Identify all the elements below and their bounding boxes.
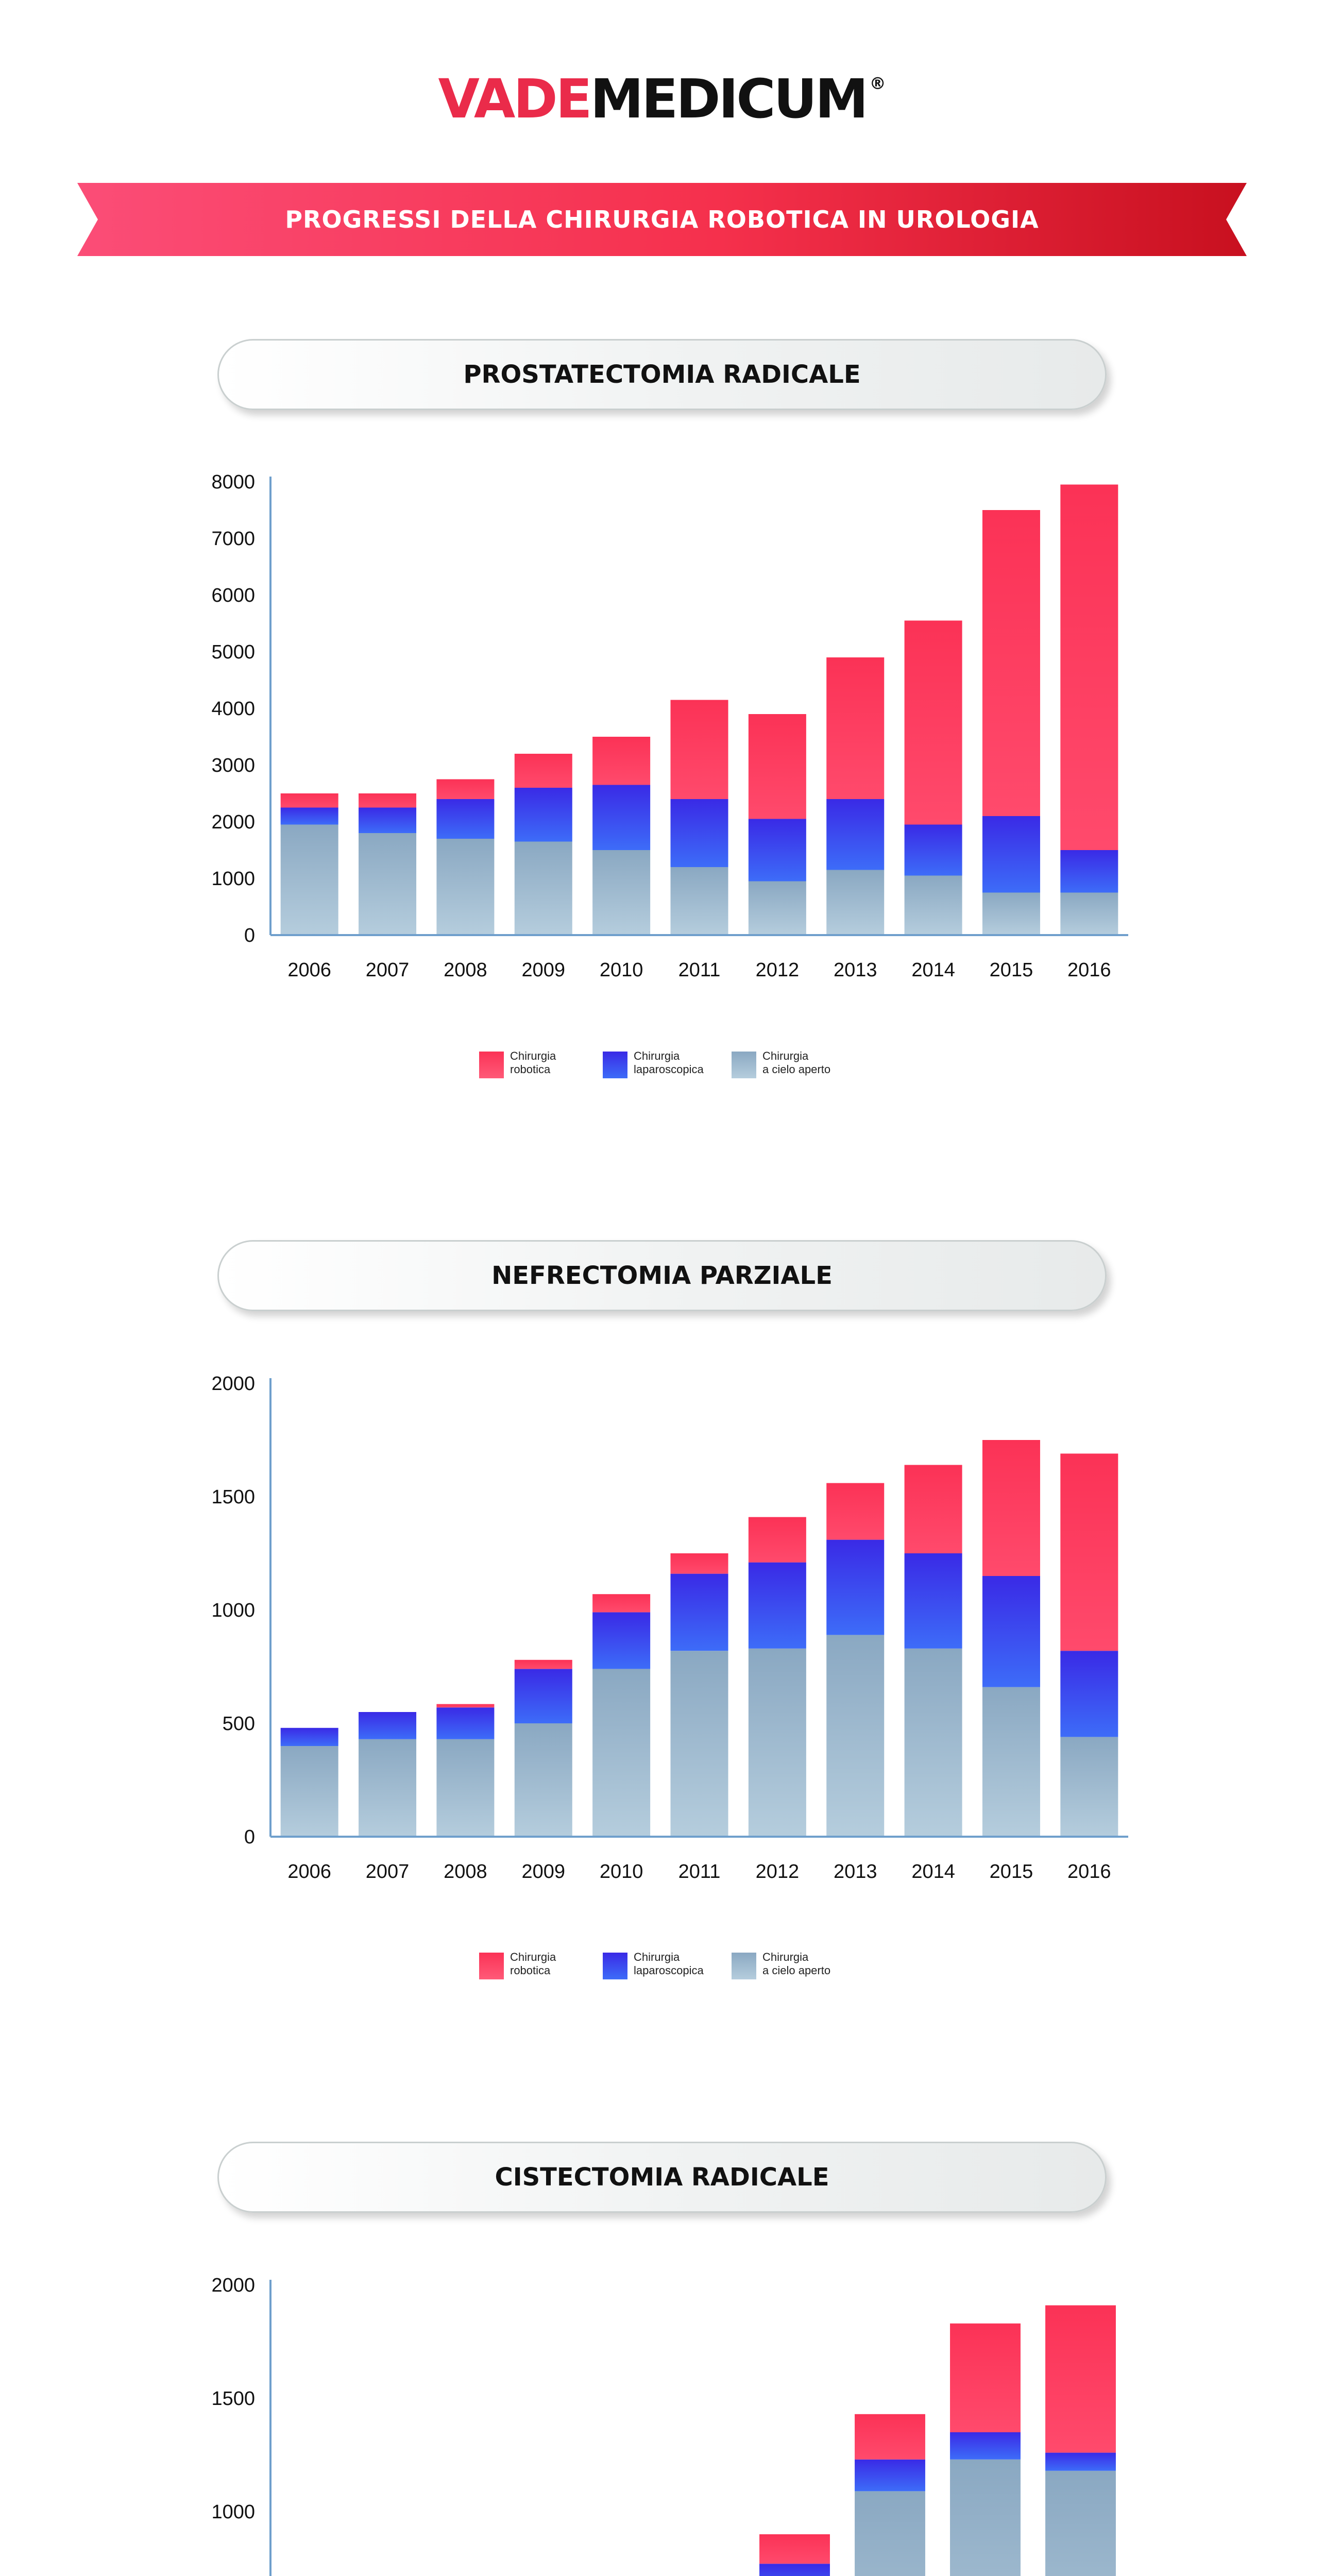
bar-segment-open-2016 (1060, 893, 1118, 936)
bar-segment-laparoscopic-2014 (855, 2460, 925, 2492)
cistectomia-chart (0, 2257, 1324, 2576)
bar-segment-laparoscopic-2014 (905, 1553, 962, 1649)
y-tick-label: 5000 (211, 641, 255, 663)
bar-segment-laparoscopic-2012 (749, 1563, 806, 1649)
bar-segment-open-2010 (592, 1669, 650, 1837)
y-tick-label: 6000 (211, 585, 255, 606)
logo-vade: VADE (438, 67, 590, 130)
bar-segment-robotic-2011 (670, 1553, 728, 1574)
x-tick-label: 2015 (989, 1861, 1033, 1883)
y-tick-label: 0 (244, 925, 255, 946)
x-tick-label: 2013 (833, 959, 877, 981)
nefrectomia-chart (0, 1355, 1324, 1901)
bar-segment-open-2008 (436, 1739, 494, 1837)
chart-title-nefrectomia: NEFRECTOMIA PARZIALE (217, 1240, 1107, 1311)
x-tick-label: 2008 (444, 959, 487, 981)
x-tick-label: 2006 (287, 959, 331, 981)
legend-swatch-robotic (479, 1052, 504, 1078)
bar-segment-laparoscopic-2008 (436, 1707, 494, 1739)
bar-segment-open-2012 (749, 882, 806, 936)
chart-title-prostatectomia: PROSTATECTOMIA RADICALE (217, 339, 1107, 410)
bar-segment-laparoscopic-2015 (982, 816, 1040, 893)
y-tick-label: 2000 (211, 811, 255, 833)
bar-segment-open-2014 (905, 1649, 962, 1837)
bar-segment-laparoscopic-2011 (670, 1574, 728, 1651)
legend-label-open: Chirurgia a cielo aperto (762, 1049, 831, 1076)
y-tick-label: 1500 (211, 2388, 255, 2410)
legend-label-laparoscopic: Chirurgia laparoscopica (634, 1951, 704, 1977)
bar-segment-laparoscopic-2013 (826, 799, 884, 870)
bar-segment-laparoscopic-2007 (359, 808, 416, 834)
bar-segment-robotic-2006 (281, 793, 338, 808)
bar-segment-open-2011 (670, 1651, 728, 1837)
bar-segment-open-2016 (1045, 2471, 1116, 2576)
x-tick-label: 2014 (911, 959, 955, 981)
y-tick-label: 1000 (211, 1600, 255, 1621)
bar-segment-robotic-2010 (592, 737, 650, 785)
y-tick-label: 8000 (211, 471, 255, 493)
bar-segment-robotic-2014 (905, 1465, 962, 1553)
bar-segment-laparoscopic-2011 (670, 799, 728, 867)
x-tick-label: 2009 (521, 1861, 566, 1883)
bar-segment-robotic-2015 (982, 1440, 1040, 1576)
x-tick-label: 2011 (678, 1861, 721, 1883)
x-tick-label: 2007 (365, 1861, 410, 1883)
y-tick-label: 4000 (211, 698, 255, 720)
x-tick-label: 2016 (1067, 959, 1111, 981)
bar-segment-open-2014 (905, 876, 962, 936)
bar-segment-robotic-2011 (670, 700, 728, 800)
legend-swatch-laparoscopic (603, 1052, 627, 1078)
y-tick-label: 7000 (211, 528, 255, 550)
x-tick-label: 2015 (989, 959, 1033, 981)
bar-segment-open-2010 (592, 850, 650, 935)
bar-segment-robotic-2009 (515, 754, 572, 788)
bar-segment-open-2006 (281, 1746, 338, 1837)
logo-medicum: MEDICUM (590, 67, 867, 130)
bar-segment-laparoscopic-2016 (1060, 1651, 1118, 1737)
bar-segment-open-2008 (436, 839, 494, 935)
y-tick-label: 2000 (211, 2275, 255, 2296)
bar-segment-laparoscopic-2016 (1060, 850, 1118, 893)
legend-label-robotic: Chirurgia robotica (510, 1951, 556, 1977)
prostatectomia-chart (0, 453, 1324, 999)
legend-label-laparoscopic: Chirurgia laparoscopica (634, 1049, 704, 1076)
registered-mark: ® (869, 74, 886, 93)
title-banner (77, 183, 1247, 256)
bar-segment-laparoscopic-2008 (436, 799, 494, 839)
x-tick-label: 2006 (287, 1861, 331, 1883)
bar-segment-robotic-2010 (592, 1594, 650, 1612)
bar-segment-open-2009 (515, 842, 572, 936)
bar-segment-open-2015 (950, 2460, 1021, 2576)
bar-segment-open-2013 (826, 870, 884, 936)
bar-segment-open-2007 (359, 1739, 416, 1837)
bar-segment-open-2015 (982, 893, 1040, 936)
legend-label-open: Chirurgia a cielo aperto (762, 1951, 831, 1977)
bar-segment-robotic-2008 (436, 1704, 494, 1708)
bar-segment-robotic-2009 (515, 1660, 572, 1669)
bar-segment-robotic-2012 (749, 714, 806, 819)
y-tick-label: 1500 (211, 1486, 255, 1508)
bar-segment-open-2016 (1060, 1737, 1118, 1837)
bar-segment-laparoscopic-2015 (982, 1576, 1040, 1687)
x-tick-label: 2016 (1067, 1861, 1111, 1883)
x-tick-label: 2010 (599, 959, 643, 981)
bar-segment-laparoscopic-2010 (592, 1612, 650, 1669)
x-tick-label: 2008 (444, 1861, 487, 1883)
bar-segment-open-2006 (281, 825, 338, 936)
x-tick-label: 2013 (833, 1861, 877, 1883)
x-tick-label: 2012 (755, 1861, 800, 1883)
legend-swatch-robotic (479, 1953, 504, 1979)
bar-segment-robotic-2015 (982, 510, 1040, 816)
y-tick-label: 1000 (211, 868, 255, 890)
bar-segment-laparoscopic-2007 (359, 1712, 416, 1739)
bar-segment-laparoscopic-2015 (950, 2432, 1021, 2460)
chart-title-cistectomia: CISTECTOMIA RADICALE (217, 2142, 1107, 2213)
bar-segment-laparoscopic-2009 (515, 1669, 572, 1723)
x-tick-label: 2009 (521, 959, 566, 981)
bar-segment-open-2011 (670, 867, 728, 935)
bar-segment-robotic-2007 (359, 793, 416, 808)
y-tick-label: 3000 (211, 755, 255, 776)
bar-segment-robotic-2015 (950, 2324, 1021, 2432)
bar-segment-open-2012 (749, 1649, 806, 1837)
bar-segment-laparoscopic-2012 (749, 819, 806, 882)
bar-segment-robotic-2016 (1060, 485, 1118, 851)
banner-title: PROGRESSI DELLA CHIRURGIA ROBOTICA IN UROLOGIA (285, 206, 1039, 233)
bar-segment-robotic-2012 (749, 1517, 806, 1563)
bar-segment-laparoscopic-2013 (826, 1540, 884, 1635)
bar-segment-open-2014 (855, 2491, 925, 2576)
bar-segment-laparoscopic-2006 (281, 808, 338, 825)
bar-segment-open-2007 (359, 833, 416, 935)
legend-swatch-laparoscopic (603, 1953, 627, 1979)
x-tick-label: 2014 (911, 1861, 955, 1883)
bar-segment-robotic-2014 (905, 621, 962, 825)
y-tick-label: 0 (244, 1826, 255, 1848)
bar-segment-robotic-2013 (759, 2534, 830, 2564)
bar-segment-robotic-2016 (1045, 2306, 1116, 2453)
bar-segment-robotic-2008 (436, 779, 494, 800)
y-tick-label: 2000 (211, 1373, 255, 1395)
bar-segment-open-2013 (826, 1635, 884, 1837)
legend-label-robotic: Chirurgia robotica (510, 1049, 556, 1076)
legend-swatch-open (732, 1953, 756, 1979)
y-tick-label: 500 (222, 1713, 255, 1735)
vademedicum-logo (0, 67, 1324, 130)
x-tick-label: 2011 (678, 959, 721, 981)
bar-segment-laparoscopic-2013 (759, 2564, 830, 2576)
bar-segment-open-2015 (982, 1687, 1040, 1837)
bar-segment-laparoscopic-2016 (1045, 2453, 1116, 2471)
legend-swatch-open (732, 1052, 756, 1078)
bar-segment-laparoscopic-2006 (281, 1728, 338, 1746)
bar-segment-robotic-2014 (855, 2414, 925, 2460)
bar-segment-robotic-2013 (826, 1483, 884, 1540)
x-tick-label: 2007 (365, 959, 410, 981)
x-tick-label: 2010 (599, 1861, 643, 1883)
bar-segment-laparoscopic-2010 (592, 785, 650, 851)
bar-segment-laparoscopic-2014 (905, 825, 962, 876)
bar-segment-robotic-2013 (826, 657, 884, 799)
bar-segment-robotic-2016 (1060, 1453, 1118, 1651)
bar-segment-open-2009 (515, 1723, 572, 1837)
x-tick-label: 2012 (755, 959, 800, 981)
y-tick-label: 1000 (211, 2501, 255, 2523)
bar-segment-laparoscopic-2009 (515, 788, 572, 842)
